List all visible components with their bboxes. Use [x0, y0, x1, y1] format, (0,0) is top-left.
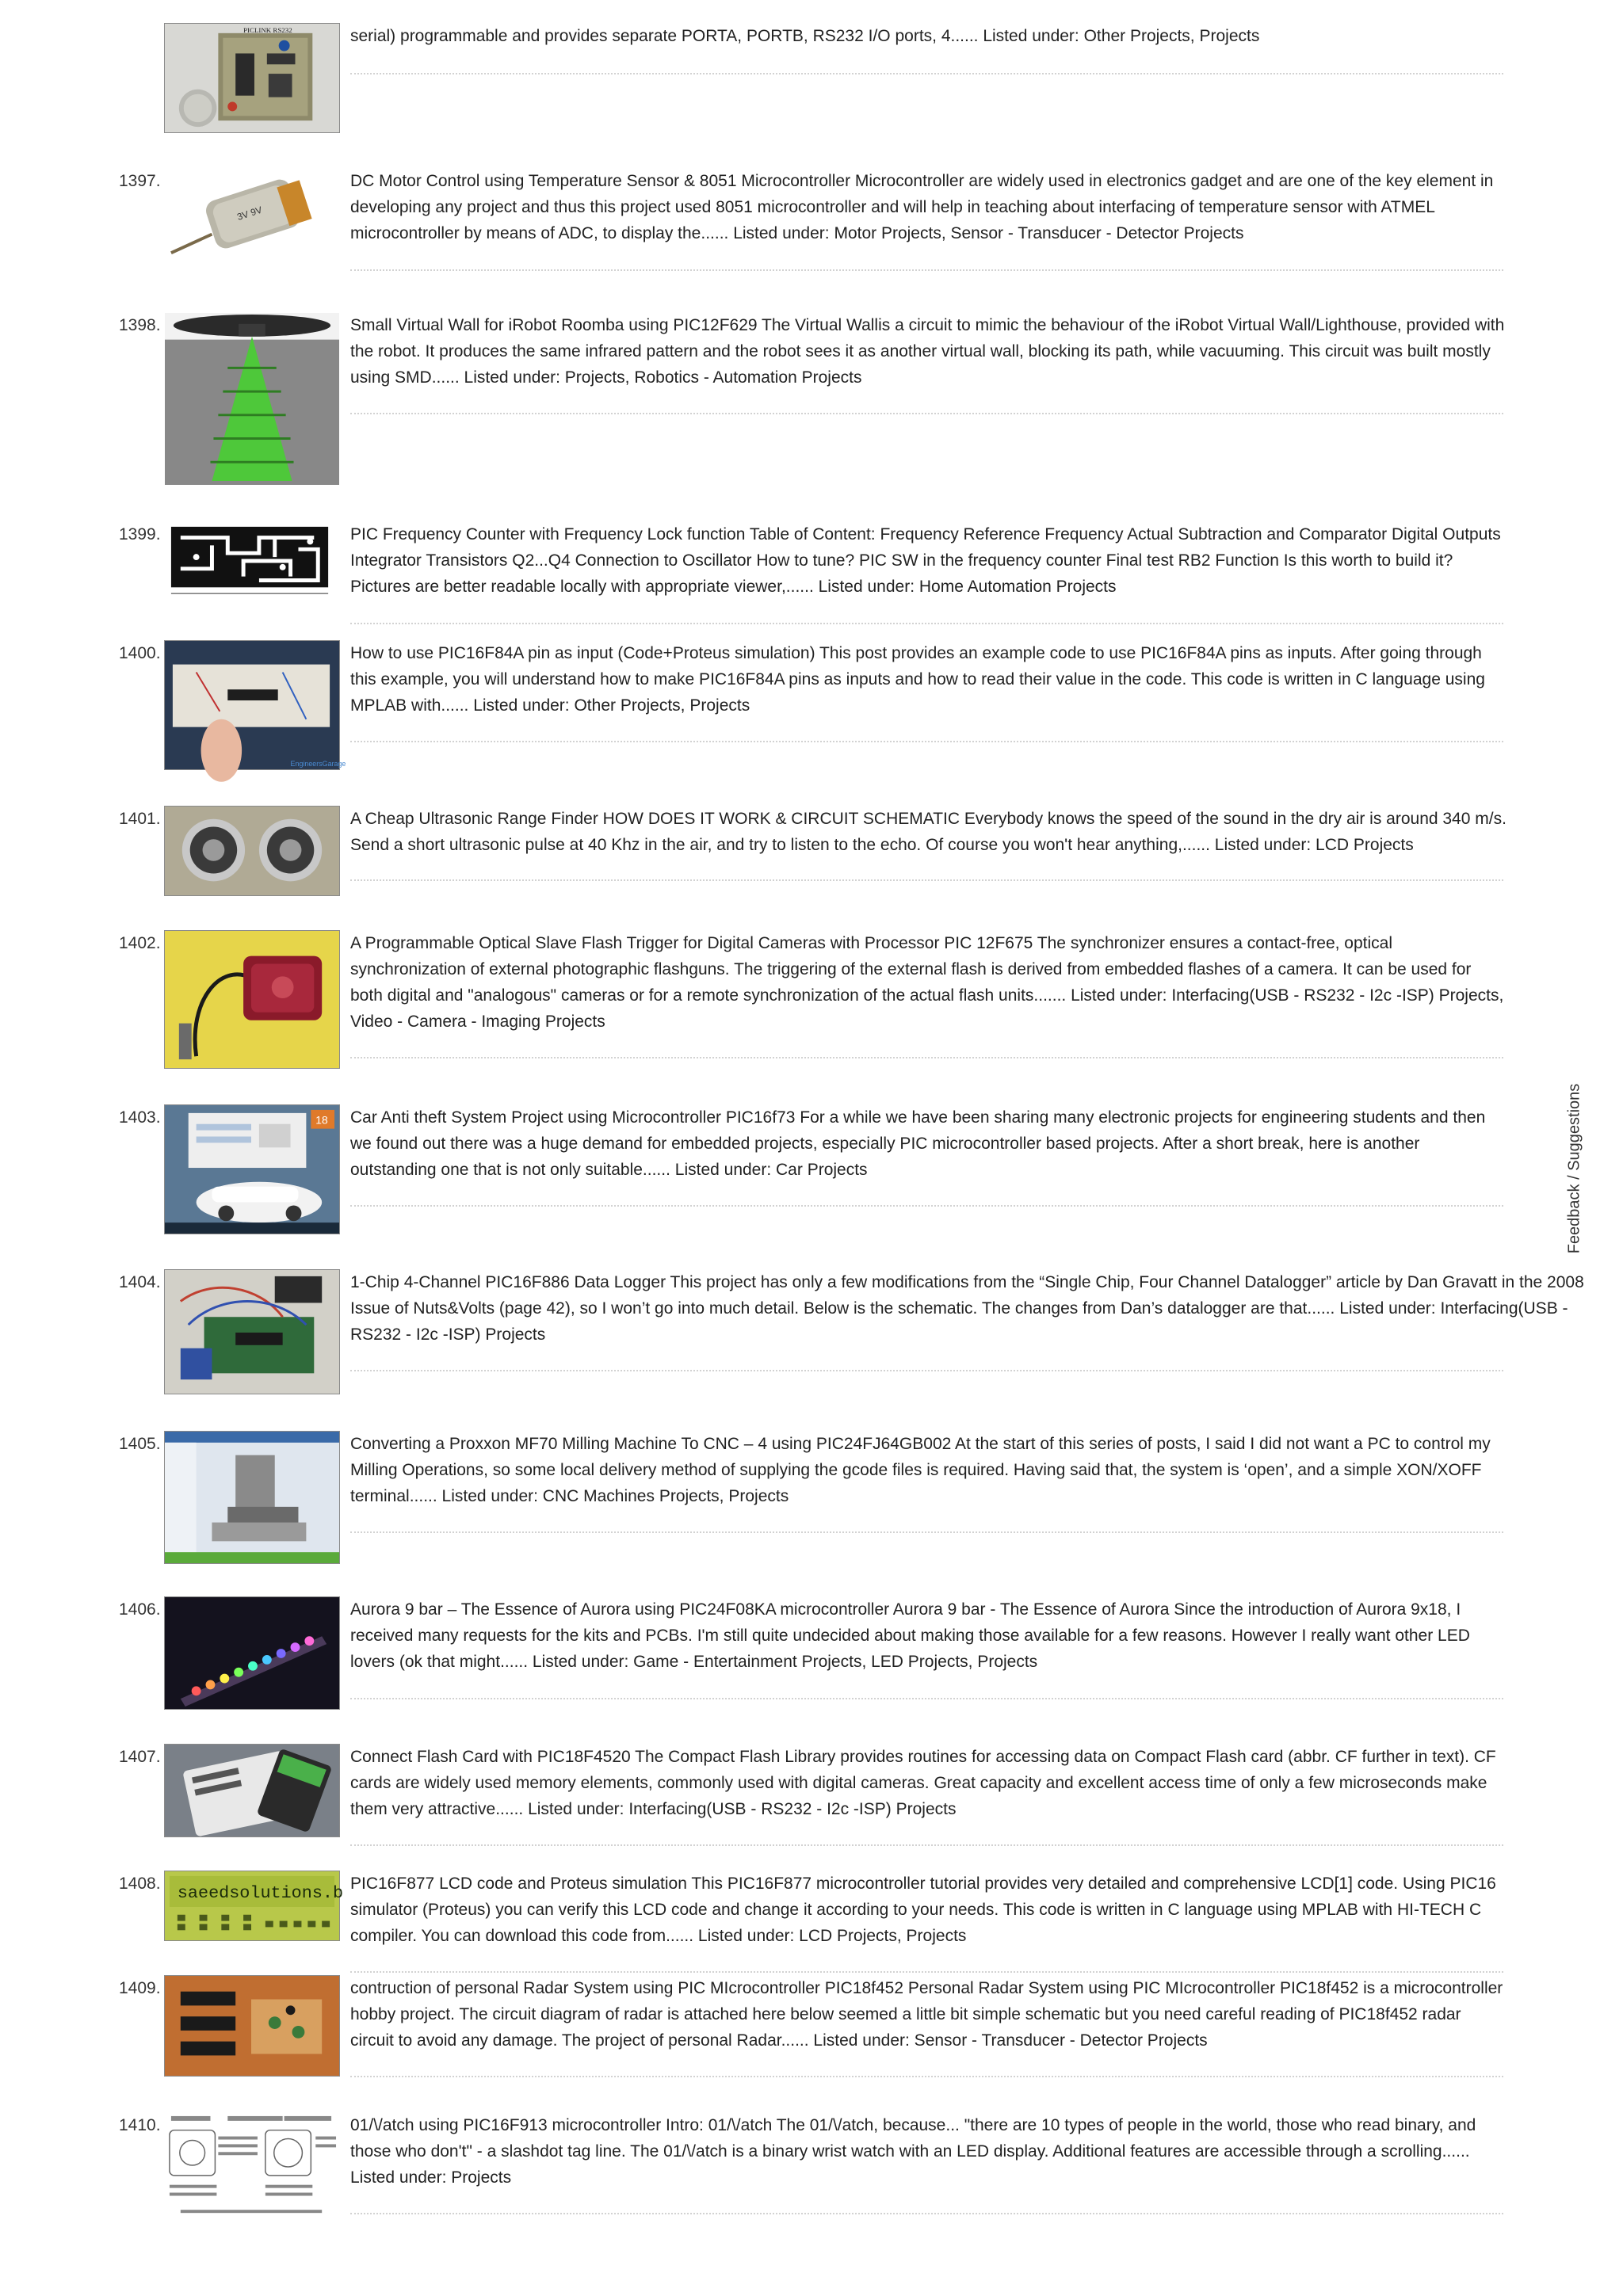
item-description: DC Motor Control using Temperature Sensor & 8051 Microcontroller Microcontroller are widely used in electronics gadget and are one of the key element in developing any project and thus this project used 8051 microcontroller and will help in teaching about interfacing of temperature sensor with ATMEL microcontroller by means of ADC, to display the...... Listed under: Motor Projects, Sensor - Transducer - Detector Projects [350, 172, 1494, 242]
item-number: 1401. [119, 810, 161, 828]
item-description: A Cheap Ultrasonic Range Finder HOW DOES IT WORK & CIRCUIT SCHEMATIC Everybody knows the speed of the sound in the dry air is around 340 m/s. Send a short ultrasonic pulse at 40 Khz in the air, and try to listen to the echo. Of course you won't hear anything,...... Listed under: LCD Projects [350, 810, 1507, 854]
divider [350, 1844, 1503, 1846]
irobot-virtual-wall-photo[interactable] [164, 312, 340, 486]
svg-text:18: 18 [315, 1113, 328, 1127]
data-logger-board-photo[interactable] [164, 1269, 340, 1394]
divider [350, 1370, 1503, 1371]
dc-motor-photo[interactable] [164, 168, 340, 263]
divider [350, 2076, 1503, 2077]
flash-trigger-box-photo[interactable] [164, 930, 340, 1069]
compact-flash-card-photo[interactable] [164, 1744, 340, 1837]
car-anti-theft-screenshot[interactable] [164, 1104, 340, 1234]
item-number: 1410. [119, 2116, 161, 2134]
item-number: 1400. [119, 644, 161, 662]
divider [350, 73, 1503, 74]
piclink-rs232-programmer-board-photo[interactable] [164, 23, 340, 133]
frequency-counter-pcb-layout[interactable] [164, 521, 340, 601]
item-description: A Programmable Optical Slave Flash Trigger for Digital Cameras with Processor PIC 12F675 The synchronizer ensures a contact-free, optical synchronization of external photographic flashguns. The triggering of the external flash is derived from embedded flashes of a camera. It can be used for both digital and "analogous" cameras or for a remote synchronization of the actual flash units....... Listed under: Interfacing(USB - RS232 - I2c -ISP) Projects, Video - Camera - Imaging Projects [350, 934, 1504, 1031]
binary-watch-diagram[interactable] [164, 2112, 340, 2223]
divider [350, 1531, 1503, 1533]
divider [350, 2213, 1503, 2214]
item-number: 1407. [119, 1748, 161, 1766]
item-description: 1-Chip 4-Channel PIC16F886 Data Logger This project has only a few modifications from the “Single Chip, Four Channel Datalogger” article by Dan Gravatt in the 2008 Issue of Nuts&Volts (page 42), so I won’t go into much detail. Below is the schematic. The changes from Dan’s datalogger are that...... Listed under: Interfacing(USB - RS232 - I2c -ISP) Projects [350, 1273, 1584, 1344]
item-description: How to use PIC16F84A pin as input (Code+Proteus simulation) This post provides an example code to use PIC16F84A pins as inputs. After going through this example, you will understand how to make PIC16F84A pins as inputs and how to read their value in the code. This code is written in C language using MPLAB with...... Listed under: Other Projects, Projects [350, 644, 1485, 715]
divider [350, 1698, 1503, 1699]
lcd-text: saeedsolutions.b [177, 1883, 344, 1904]
item-number: 1402. [119, 934, 161, 952]
svg-text:3V 9V: 3V 9V [235, 204, 264, 223]
item-description: contruction of personal Radar System using PIC MIcrocontroller PIC18f452 Personal Radar System using PIC MIcrocontroller PIC18f452 is a microcontroller hobby project. The circuit diagram of radar is attached here below seemed a little bit simple schematic but you need careful reading of PIC18f452 radar circuit to avoid any damage. The project of personal Radar...... Listed under: Sensor - Transducer - Detector Projects [350, 1979, 1503, 2050]
ultrasonic-transducers-photo[interactable] [164, 806, 340, 896]
breadboard-pic16f84a-photo[interactable] [164, 640, 346, 770]
item-description: Aurora 9 bar – The Essence of Aurora using PIC24F08KA microcontroller Aurora 9 bar - The Essence of Aurora Since the introduction of Aurora 9x18, I received many requests for the kits and PCBs. I'm still quite undecided about making those available for a few reasons. However I really want other LED lovers (ok that might...... Listed under: Game - Entertainment Projects, LED Projects, Projects [350, 1600, 1470, 1671]
svg-text:PICLINK RS232: PICLINK RS232 [243, 25, 292, 34]
divider [350, 413, 1503, 414]
item-description: Car Anti theft System Project using Microcontroller PIC16f73 For a while we have been sharing many electronic projects for engineering students and then we found out there was a huge demand for embedded projects, especially PIC microcontroller based projects. After a short break, here is another outstanding one that is not only suitable...... Listed under: Car Projects [350, 1108, 1486, 1179]
feedback-suggestions-tab[interactable] [1563, 1077, 1587, 1260]
cnc-milling-machine-cad[interactable] [164, 1431, 340, 1564]
item-number: 1406. [119, 1600, 161, 1619]
item-description: PIC16F877 LCD code and Proteus simulation This PIC16F877 microcontroller tutorial provides very detailed and comprehensive LCD[1] code. Using PIC16 simulator (Proteus) you can verify this LCD code and change it according to your needs. This code is written in C language using MPLAB with HI-TECH C compiler. You can download this code from...... Listed under: LCD Projects, Projects [350, 1875, 1496, 1945]
divider [350, 1057, 1503, 1058]
divider [350, 269, 1503, 271]
item-number: 1405. [119, 1435, 161, 1453]
item-number: 1408. [119, 1875, 161, 1893]
item-description: PIC Frequency Counter with Frequency Lock function Table of Content: Frequency Reference Frequency Actual Subtraction and Comparator Digital Outputs Integrator Transistors Q2...Q4 Connection to Oscillator How to tune? PIC SW in the frequency counter Final test RB2 Function Is this worth to build it? Pictures are better readable locally with appropriate viewer,...... Listed under: Home Automation Projects [350, 525, 1501, 596]
divider [350, 1205, 1503, 1207]
svg-text:EngineersGarage: EngineersGarage [290, 760, 346, 769]
item-number: 1403. [119, 1108, 161, 1127]
item-number: 1409. [119, 1979, 161, 1997]
aurora-led-bar-photo[interactable] [164, 1596, 340, 1710]
divider [350, 741, 1503, 742]
divider [350, 623, 1503, 624]
item-description: Connect Flash Card with PIC18F4520 The Compact Flash Library provides routines for accessing data on Compact Flash card (abbr. CF further in text). CF cards are widely used memory elements, commonly used with digital cameras. Great capacity and excellent access time of only a few microseconds make them very attractive...... Listed under: Interfacing(USB - RS232 - I2c -ISP) Projects [350, 1748, 1496, 1818]
feedback-tab-label: Feedback / Suggestions [1565, 1083, 1583, 1254]
item-number: 1398. [119, 316, 161, 334]
lcd-display-saeedsolutions[interactable] [164, 1871, 344, 1941]
item-number: 1399. [119, 525, 161, 543]
item-description: serial) programmable and provides separate PORTA, PORTB, RS232 I/O ports, 4...... Listed under: Other Projects, Projects [350, 27, 1260, 45]
divider [350, 879, 1503, 881]
radar-perfboard-photo[interactable] [164, 1975, 340, 2077]
item-number: 1397. [119, 172, 161, 190]
item-description: Small Virtual Wall for iRobot Roomba using PIC12F629 The Virtual Wallis a circuit to mimic the behaviour of the iRobot Virtual Wall/Lighthouse, provided with the robot. It produces the same infrared pattern and the robot sees it as another virtual wall, blocking its path, while vacuuming. This circuit was built mostly using SMD...... Listed under: Projects, Robotics - Automation Projects [350, 316, 1505, 387]
item-description: Converting a Proxxon MF70 Milling Machine To CNC – 4 using PIC24FJ64GB002 At the start of this series of posts, I said I did not want a PC to control my Milling Operations, so some local delivery method of supplying the gcode files is required. Having said that, the system is ‘open’, and a simple XON/XOFF terminal...... Listed under: CNC Machines Projects, Projects [350, 1435, 1491, 1505]
item-number: 1404. [119, 1273, 161, 1291]
item-description: 01/\/atch using PIC16F913 microcontroller Intro: 01/\/atch The 01/\/atch, because... "there are 10 types of people in the world, those who read binary, and those who don't" - a slashdot tag line. The 01/\/atch is a binary wrist watch with an LED display. Additional features are accessible through a scrolling...... Listed under: Projects [350, 2116, 1476, 2187]
divider [350, 1971, 1503, 1973]
